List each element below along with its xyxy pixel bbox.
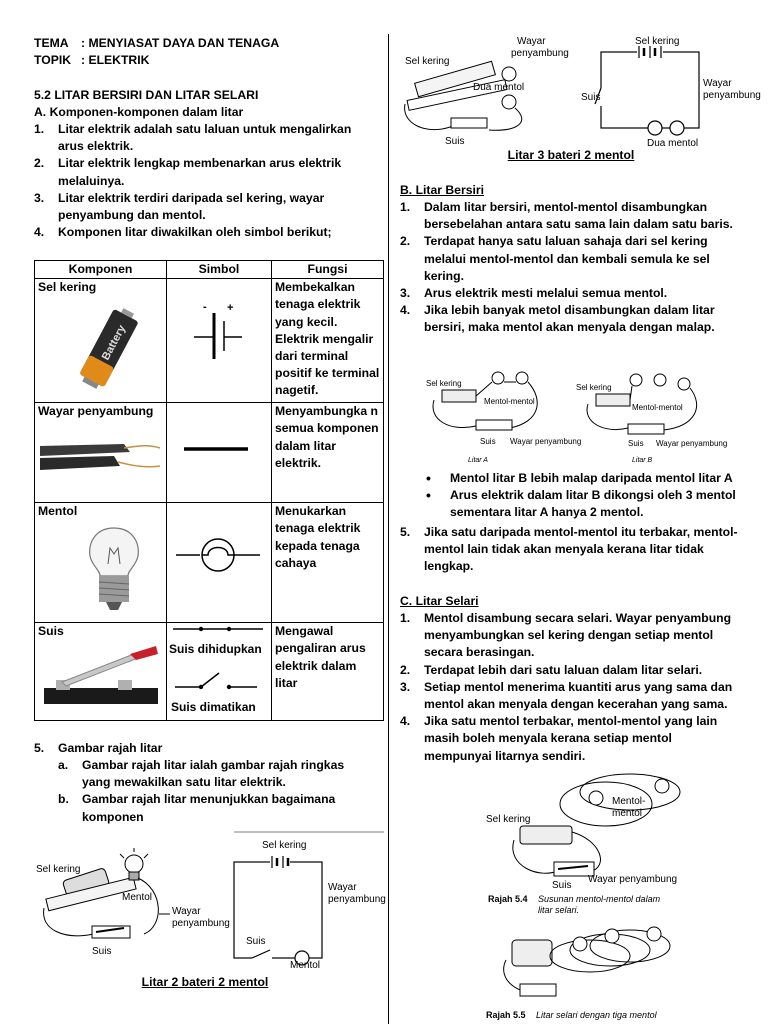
label-mentol-2: mentol [612, 808, 643, 819]
left-item-list [34, 121, 354, 241]
tema-value: : MENYIASAT DAYA DAN TENAGA [81, 36, 280, 50]
item-number: 4. [34, 225, 45, 240]
item-number: 2. [400, 662, 411, 677]
item-text: Litar elektrik adalah satu laluan untuk mengalirkan arus elektrik. [58, 122, 352, 154]
cell-symbol [170, 279, 268, 389]
column-divider [388, 34, 389, 1024]
label-sel-kering-schematic: Sel kering [635, 36, 680, 47]
rajah-5-4-caption-1: Susunan mentol-mentol dalam [538, 894, 661, 904]
komponen-name: Mentol [38, 504, 78, 519]
circuit-a [426, 372, 581, 464]
section-c-item [400, 662, 742, 679]
section-b-bullets [400, 470, 742, 522]
label-wayar: Wayar [517, 36, 546, 47]
tema-line [34, 35, 279, 52]
left-item [34, 155, 354, 189]
item-number: 1. [400, 611, 411, 625]
item-text: Terdapat hanya satu laluan sahaja dari sel kering melalui mentol-mentol dan kembali semula ke sel kering. [424, 234, 710, 283]
topik-line [34, 52, 149, 69]
header-komponen: Komponen [35, 261, 167, 279]
fungsi-cell: Mengawal pengaliran arus elektrik dalam litar [272, 623, 384, 721]
header-simbol: Simbol [167, 261, 272, 279]
switch-image [38, 642, 163, 712]
item-number: 2. [34, 156, 45, 171]
item-text: Gambar rajah litar [58, 741, 163, 755]
sub-item [58, 757, 374, 791]
label-mentol: Mentol- [612, 796, 646, 807]
rajah-5-5-label: Rajah 5.5 [486, 1010, 526, 1020]
circuit-b [576, 374, 727, 464]
left-item [34, 121, 354, 155]
item-number: 4. [400, 714, 411, 729]
label-wayar-schematic: Wayar [703, 78, 732, 89]
topik-value: : ELEKTRIK [81, 53, 150, 67]
item-text: Terdapat lebih dari satu laluan dalam litar selari. [424, 662, 703, 677]
figure-rajah-5-5 [480, 920, 710, 1024]
component-table [34, 260, 384, 721]
item-text: Litar elektrik terdiri daripada sel kering, wayar penyambung dan mentol. [58, 190, 325, 223]
section-title: 5.2 LITAR BERSIRI DAN LITAR SELARI [34, 88, 259, 102]
battery-label: Battery [99, 323, 129, 363]
label-wayar: Wayar penyambung [588, 874, 678, 885]
item-number: 2. [400, 234, 411, 249]
label-wayar: Wayar [172, 906, 201, 917]
plus-sign: + [227, 302, 234, 315]
simbol-cell [167, 403, 272, 503]
komponen-name: Sel kering [38, 280, 97, 295]
table-header-row [35, 261, 384, 279]
label-suis: Suis [92, 946, 112, 957]
label-sel-kering: Sel kering [405, 56, 450, 67]
minus-sign: - [203, 301, 207, 314]
label-sel-kering-schematic: Sel kering [262, 840, 307, 851]
left-item [34, 190, 354, 224]
komponen-cell [35, 503, 167, 623]
section-b-item [400, 199, 742, 233]
item-number: 1. [34, 122, 45, 136]
table-row [35, 279, 384, 403]
label-sel-kering-b: Sel kering [576, 383, 612, 392]
item-number: b. [58, 792, 69, 807]
left-item [34, 740, 374, 757]
item-number: 3. [400, 286, 411, 301]
header-fungsi: Fungsi [272, 261, 384, 279]
section-c-title: C. Litar Selari [400, 594, 479, 608]
table-row [35, 403, 384, 503]
label-litar-b: Litar B [632, 457, 653, 464]
label-sel-kering: Sel kering [486, 814, 531, 825]
figure-caption-top-right: Litar 3 bateri 2 mentol [507, 148, 635, 162]
table-row [35, 503, 384, 623]
fungsi-cell: Menukarkan tenaga elektrik kepada tenaga cahaya [272, 503, 384, 623]
fungsi-cell: Membekalkan tenaga elektrik yang kecil. Elektrik mengalir dari terminal positif ke terminal nagetif. [272, 279, 384, 403]
section-b-item [400, 302, 742, 336]
item-text: Litar elektrik lengkap membenarkan arus elektrik melaluinya. [58, 156, 342, 188]
simbol-cell [167, 279, 272, 403]
label-sel-kering-a: Sel kering [426, 379, 462, 388]
section-c-item [400, 713, 742, 765]
section-b-list [400, 199, 742, 337]
switch-off-label: Suis dimatikan [171, 700, 256, 715]
section-b-item [400, 233, 742, 285]
sub-item [58, 791, 374, 825]
item-text: Arus elektrik mesti melalui semua mentol. [424, 286, 668, 301]
item-text: Gambar rajah litar menunjukkan bagaimana komponen [82, 792, 336, 824]
subsection-a-title: A. Komponen-komponen dalam litar [34, 105, 244, 119]
rajah-5-5-caption: Litar selari dengan tiga mentol [536, 1010, 657, 1020]
battery-image [64, 302, 154, 394]
bullet-item: • Mentol litar B lebih malap daripada mentol litar A [400, 470, 742, 487]
rajah-5-4-label: Rajah 5.4 [488, 894, 528, 904]
label-penyambung-schematic: penyambung [328, 894, 386, 905]
item-number: a. [58, 758, 69, 772]
label-penyambung: penyambung [511, 48, 569, 59]
bulb-symbol [170, 503, 268, 603]
label-litar-a: Litar A [468, 457, 488, 464]
figure-rajah-5-4 [480, 770, 710, 920]
label-dua-mentol: Dua mentol [473, 82, 525, 93]
label-penyambung-schematic: penyambung [703, 90, 761, 101]
komponen-name: Wayar penyambung [38, 404, 154, 419]
circuit-figure-2-battery [34, 830, 384, 970]
label-suis-a: Suis [480, 437, 496, 446]
wire-symbol [170, 403, 268, 493]
switch-symbol [167, 623, 269, 719]
simbol-cell [167, 623, 272, 721]
item-number: 5. [34, 741, 45, 755]
sub-item-list [58, 757, 374, 826]
left-item [34, 224, 354, 241]
item-text: Jika satu daripada mentol-mentol itu terbakar, mentol-mentol lain tidak akan menyala kerana litar tidak lengkap. [424, 525, 738, 574]
label-mentol: Mentol [122, 892, 153, 903]
item-number: 3. [34, 190, 45, 205]
label-suis-b: Suis [628, 439, 644, 448]
label-suis-schematic: Suis [581, 92, 601, 103]
label-sel-kering: Sel kering [36, 864, 81, 875]
section-c-item [400, 679, 742, 713]
label-penyambung: penyambung [172, 918, 230, 929]
label-suis: Suis [445, 136, 465, 147]
bullet-item: • Arus elektrik dalam litar B dikongsi oleh 3 mentol sementara litar A hanya 2 mentol. [400, 487, 742, 521]
komponen-cell [35, 623, 167, 721]
item-number: 4. [400, 303, 411, 318]
wire-image [38, 426, 163, 486]
series-circuits-figure [420, 360, 730, 465]
item-text: Mentol disambung secara selari. Wayar penyambung menyambungkan sel kering dengan setiap mentol secara berasingan. [424, 611, 732, 660]
item-number: 5. [400, 525, 411, 539]
simbol-cell [167, 503, 272, 623]
label-mentol-schematic: Mentol [290, 960, 321, 971]
section-b-item [400, 524, 742, 576]
label-mentol-a: Mentol-mentol [484, 397, 535, 406]
section-b-item5 [400, 524, 742, 576]
item-text: Dalam litar bersiri, mentol-mentol disambungkan bersebelahan antara satu sama lain dalam satu baris. [424, 200, 733, 232]
fungsi-cell: Menyambungka n semua komponen dalam litar elektrik. [272, 403, 384, 503]
figure-caption-left: Litar 2 bateri 2 mentol [141, 975, 269, 989]
item-text: Setiap mentol menerima kuantiti arus yang sama dan mentol akan menyala dengan kecerahan yang sama. [424, 679, 733, 712]
label-wayar-schematic: Wayar [328, 882, 357, 893]
rajah-5-4-caption-2: litar selari. [538, 905, 580, 915]
tema-label: TEMA [34, 36, 69, 50]
bulb-image [74, 524, 154, 614]
item-number: 3. [400, 679, 411, 694]
label-suis: Suis [552, 880, 572, 891]
label-dua-mentol-schematic: Dua mentol [647, 138, 699, 149]
topik-label: TOPIK [34, 53, 72, 67]
label-mentol-b: Mentol-mentol [632, 403, 683, 412]
label-wayar-a: Wayar penyambung [510, 437, 582, 446]
section-c-list [400, 610, 742, 765]
komponen-cell [35, 403, 167, 503]
switch-on-label: Suis dihidupkan [169, 642, 262, 657]
komponen-name: Suis [38, 624, 64, 639]
label-suis-schematic: Suis [246, 936, 266, 947]
item-text: Komponen litar diwakilkan oleh simbol berikut; [58, 225, 332, 240]
section-b-item [400, 285, 742, 302]
item5-list [34, 740, 374, 757]
item-number: 1. [400, 200, 411, 214]
section-b-title: B. Litar Bersiri [400, 183, 484, 197]
komponen-cell [35, 279, 167, 403]
section-c-item [400, 610, 742, 662]
circuit-figure-3-battery [397, 32, 761, 150]
label-wayar-b: Wayar penyambung [656, 439, 728, 448]
table-row [35, 623, 384, 721]
item-text: Jika lebih banyak metol disambungkan dalam litar bersiri, maka mentol akan menyala dengan malap. [424, 303, 715, 335]
item-text: Jika satu mentol terbakar, mentol-mentol yang lain masih boleh menyala kerana setiap mentol mempunyai litarnya sendiri. [424, 714, 718, 763]
item-text: Gambar rajah litar ialah gambar rajah ringkas yang mewakilkan satu litar elektrik. [82, 758, 345, 790]
